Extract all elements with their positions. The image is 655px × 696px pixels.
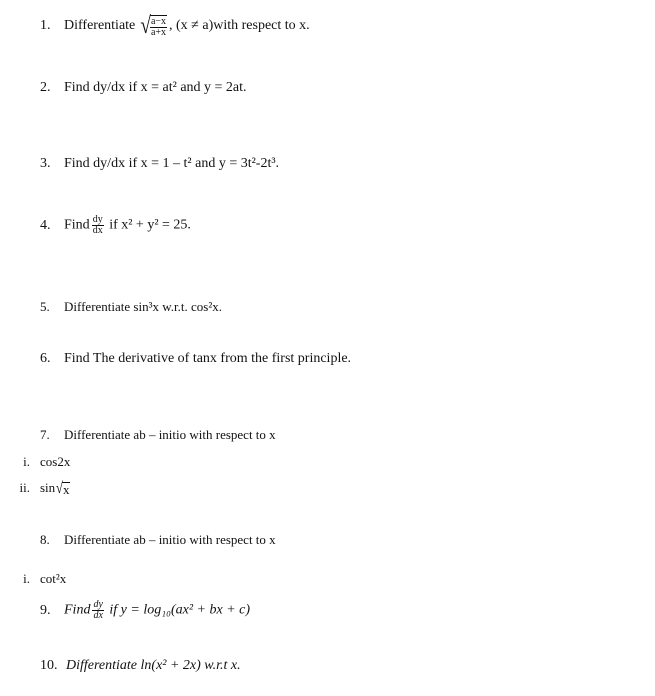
- question-10: [40, 657, 241, 675]
- fraction-denominator: dx: [92, 225, 103, 236]
- question-number: 6.: [40, 351, 51, 366]
- sub-item-label: i.: [23, 571, 30, 586]
- question-3: [40, 155, 279, 173]
- question-7: [40, 426, 276, 444]
- question-text: Differentiate ab – initio with respect to x: [64, 427, 276, 442]
- sub-item-text: cos2x: [40, 454, 71, 469]
- fraction-numerator: dy: [92, 214, 103, 225]
- question-8: [40, 531, 276, 549]
- question-number: 3.: [40, 156, 51, 171]
- fraction-denominator: dx: [93, 610, 103, 621]
- question-number: 7.: [40, 427, 50, 442]
- question-9: [40, 600, 250, 621]
- question-number: 2.: [40, 80, 51, 95]
- fraction-numerator: a−x: [150, 15, 167, 27]
- fraction-numerator: dy: [93, 599, 103, 610]
- question-text: Find dy/dx if x = 1 – t² and y = 3t²-2t³.: [64, 156, 280, 171]
- sub-item-7-ii: [0, 479, 72, 497]
- question-4: [40, 215, 191, 236]
- question-text: Find The derivative of tanx from the first principle.: [64, 351, 352, 366]
- question-tail: if x² + y² = 25.: [105, 217, 191, 233]
- radical-sign-icon: √: [56, 480, 64, 498]
- question-5: [40, 298, 222, 316]
- question-text: Differentiate sin³x w.r.t. cos²x.: [64, 299, 222, 314]
- sqrt-expression: [139, 14, 167, 38]
- sqrt-expression: [55, 481, 70, 497]
- sub-item-7-i: [0, 453, 70, 471]
- question-tail: , (x ≠ a)with respect to x.: [169, 18, 310, 34]
- radical-sign-icon: √: [140, 13, 151, 39]
- question-tail: if y = log₁₀(ax² + bx + c): [105, 602, 251, 618]
- question-number: 4.: [40, 217, 51, 233]
- question-number: 10.: [40, 658, 58, 673]
- question-text: Find: [64, 217, 90, 233]
- sub-item-label: i.: [23, 454, 30, 469]
- question-1: [40, 14, 310, 38]
- question-text: Differentiate ab – initio with respect to x: [64, 532, 276, 547]
- question-number: 5.: [40, 299, 50, 314]
- derivative-fraction: [92, 215, 104, 236]
- question-6: [40, 350, 351, 368]
- sub-item-8-i: [0, 570, 66, 588]
- question-text: Find: [64, 602, 91, 618]
- question-number: 8.: [40, 532, 50, 547]
- fraction-denominator: a+x: [150, 26, 167, 38]
- question-number: 1.: [40, 18, 51, 34]
- derivative-fraction: [92, 600, 103, 621]
- question-text: Differentiate: [64, 18, 136, 34]
- question-text: Differentiate ln(x² + 2x) w.r.t x.: [66, 658, 241, 673]
- question-text: Find dy/dx if x = at² and y = 2at.: [64, 80, 247, 95]
- sub-item-text: sin: [40, 480, 56, 495]
- sqrt-radicand: x: [62, 481, 70, 497]
- sub-item-text: cot²x: [40, 571, 67, 586]
- sub-item-label: ii.: [19, 480, 30, 495]
- question-number: 9.: [40, 602, 51, 618]
- question-2: [40, 79, 247, 97]
